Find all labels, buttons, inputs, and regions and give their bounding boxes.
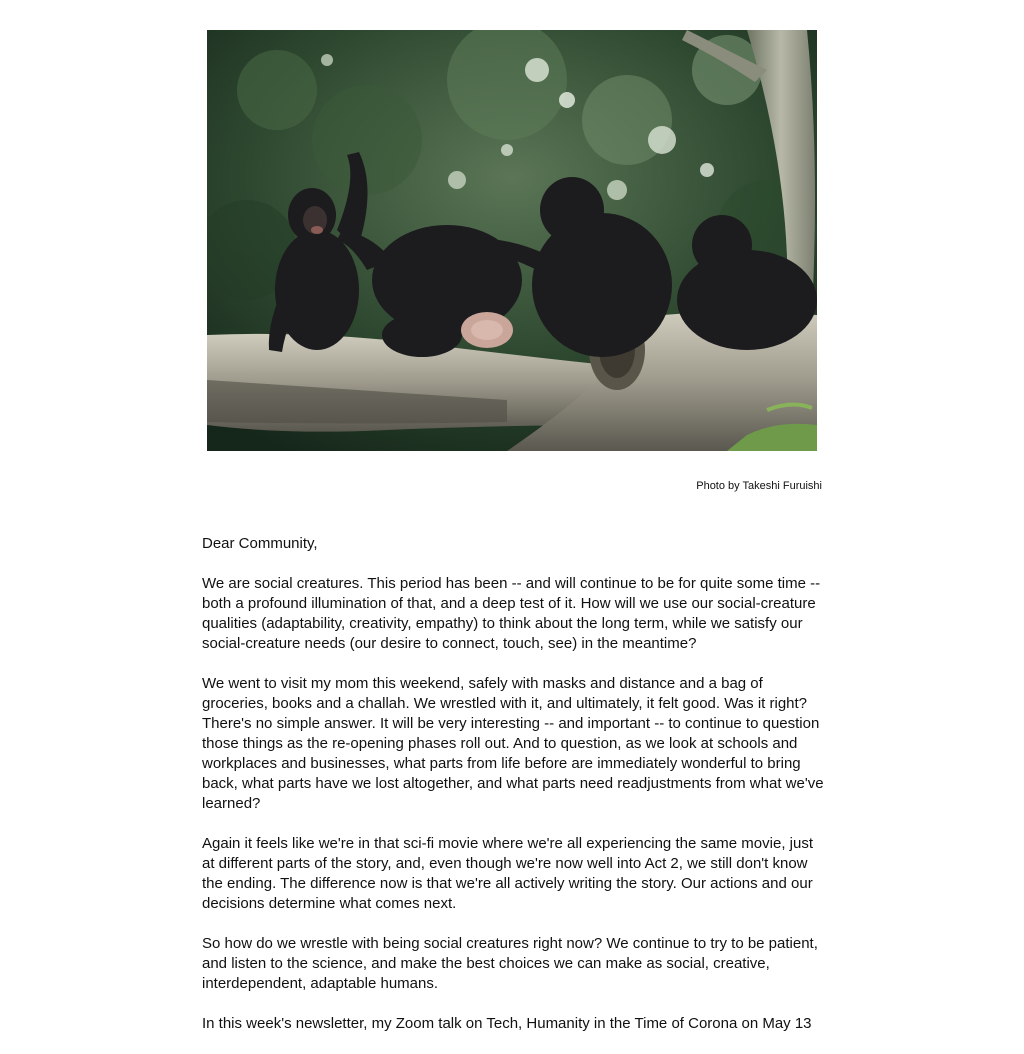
- bonobos-photo-illustration: [207, 30, 817, 451]
- letter-paragraph: In this week's newsletter, my Zoom talk on Tech, Humanity in the Time of Corona on May 13: [202, 1015, 812, 1032]
- letter-paragraph: So how do we wrestle with being social creatures right now? We continue to try to be patient, and listen to the science, and make the best choices we can make as social, creative, interdependent, adaptable humans.: [202, 935, 818, 992]
- letter-body: [202, 534, 824, 1054]
- letter-paragraph: We went to visit my mom this weekend, safely with masks and distance and a bag of groceries, books and a challah. We wrestled with it, and ultimately, it felt good. Was it right? There's no simple answer. It will be very interesting -- and important -- to continue to question those things as the re-opening phases roll out. And to question, as we look at schools and workplaces and businesses, what parts from life before are immediately wonderful to bring back, what parts have we lost altogether, and what parts need readjustments from what we've learned?: [202, 675, 824, 812]
- letter-greeting: Dear Community,: [202, 535, 318, 552]
- photo-credit: Photo by Takeshi Furuishi: [696, 480, 822, 492]
- letter-paragraph: We are social creatures. This period has been -- and will continue to be for quite some time -- both a profound illumination of that, and a deep test of it. How will we use our social-creature qualities (adaptability, creativity, empathy) to think about the long term, while we satisfy our social-creature needs (our desire to connect, touch, see) in the meantime?: [202, 575, 821, 652]
- header-photo: [207, 30, 817, 451]
- letter-paragraph: Again it feels like we're in that sci-fi movie where we're all experiencing the same movie, just at different parts of the story, and, even though we're now well into Act 2, we still don't know the ending. The difference now is that we're all actively writing the story. Our actions and our decisions determine what comes next.: [202, 835, 813, 912]
